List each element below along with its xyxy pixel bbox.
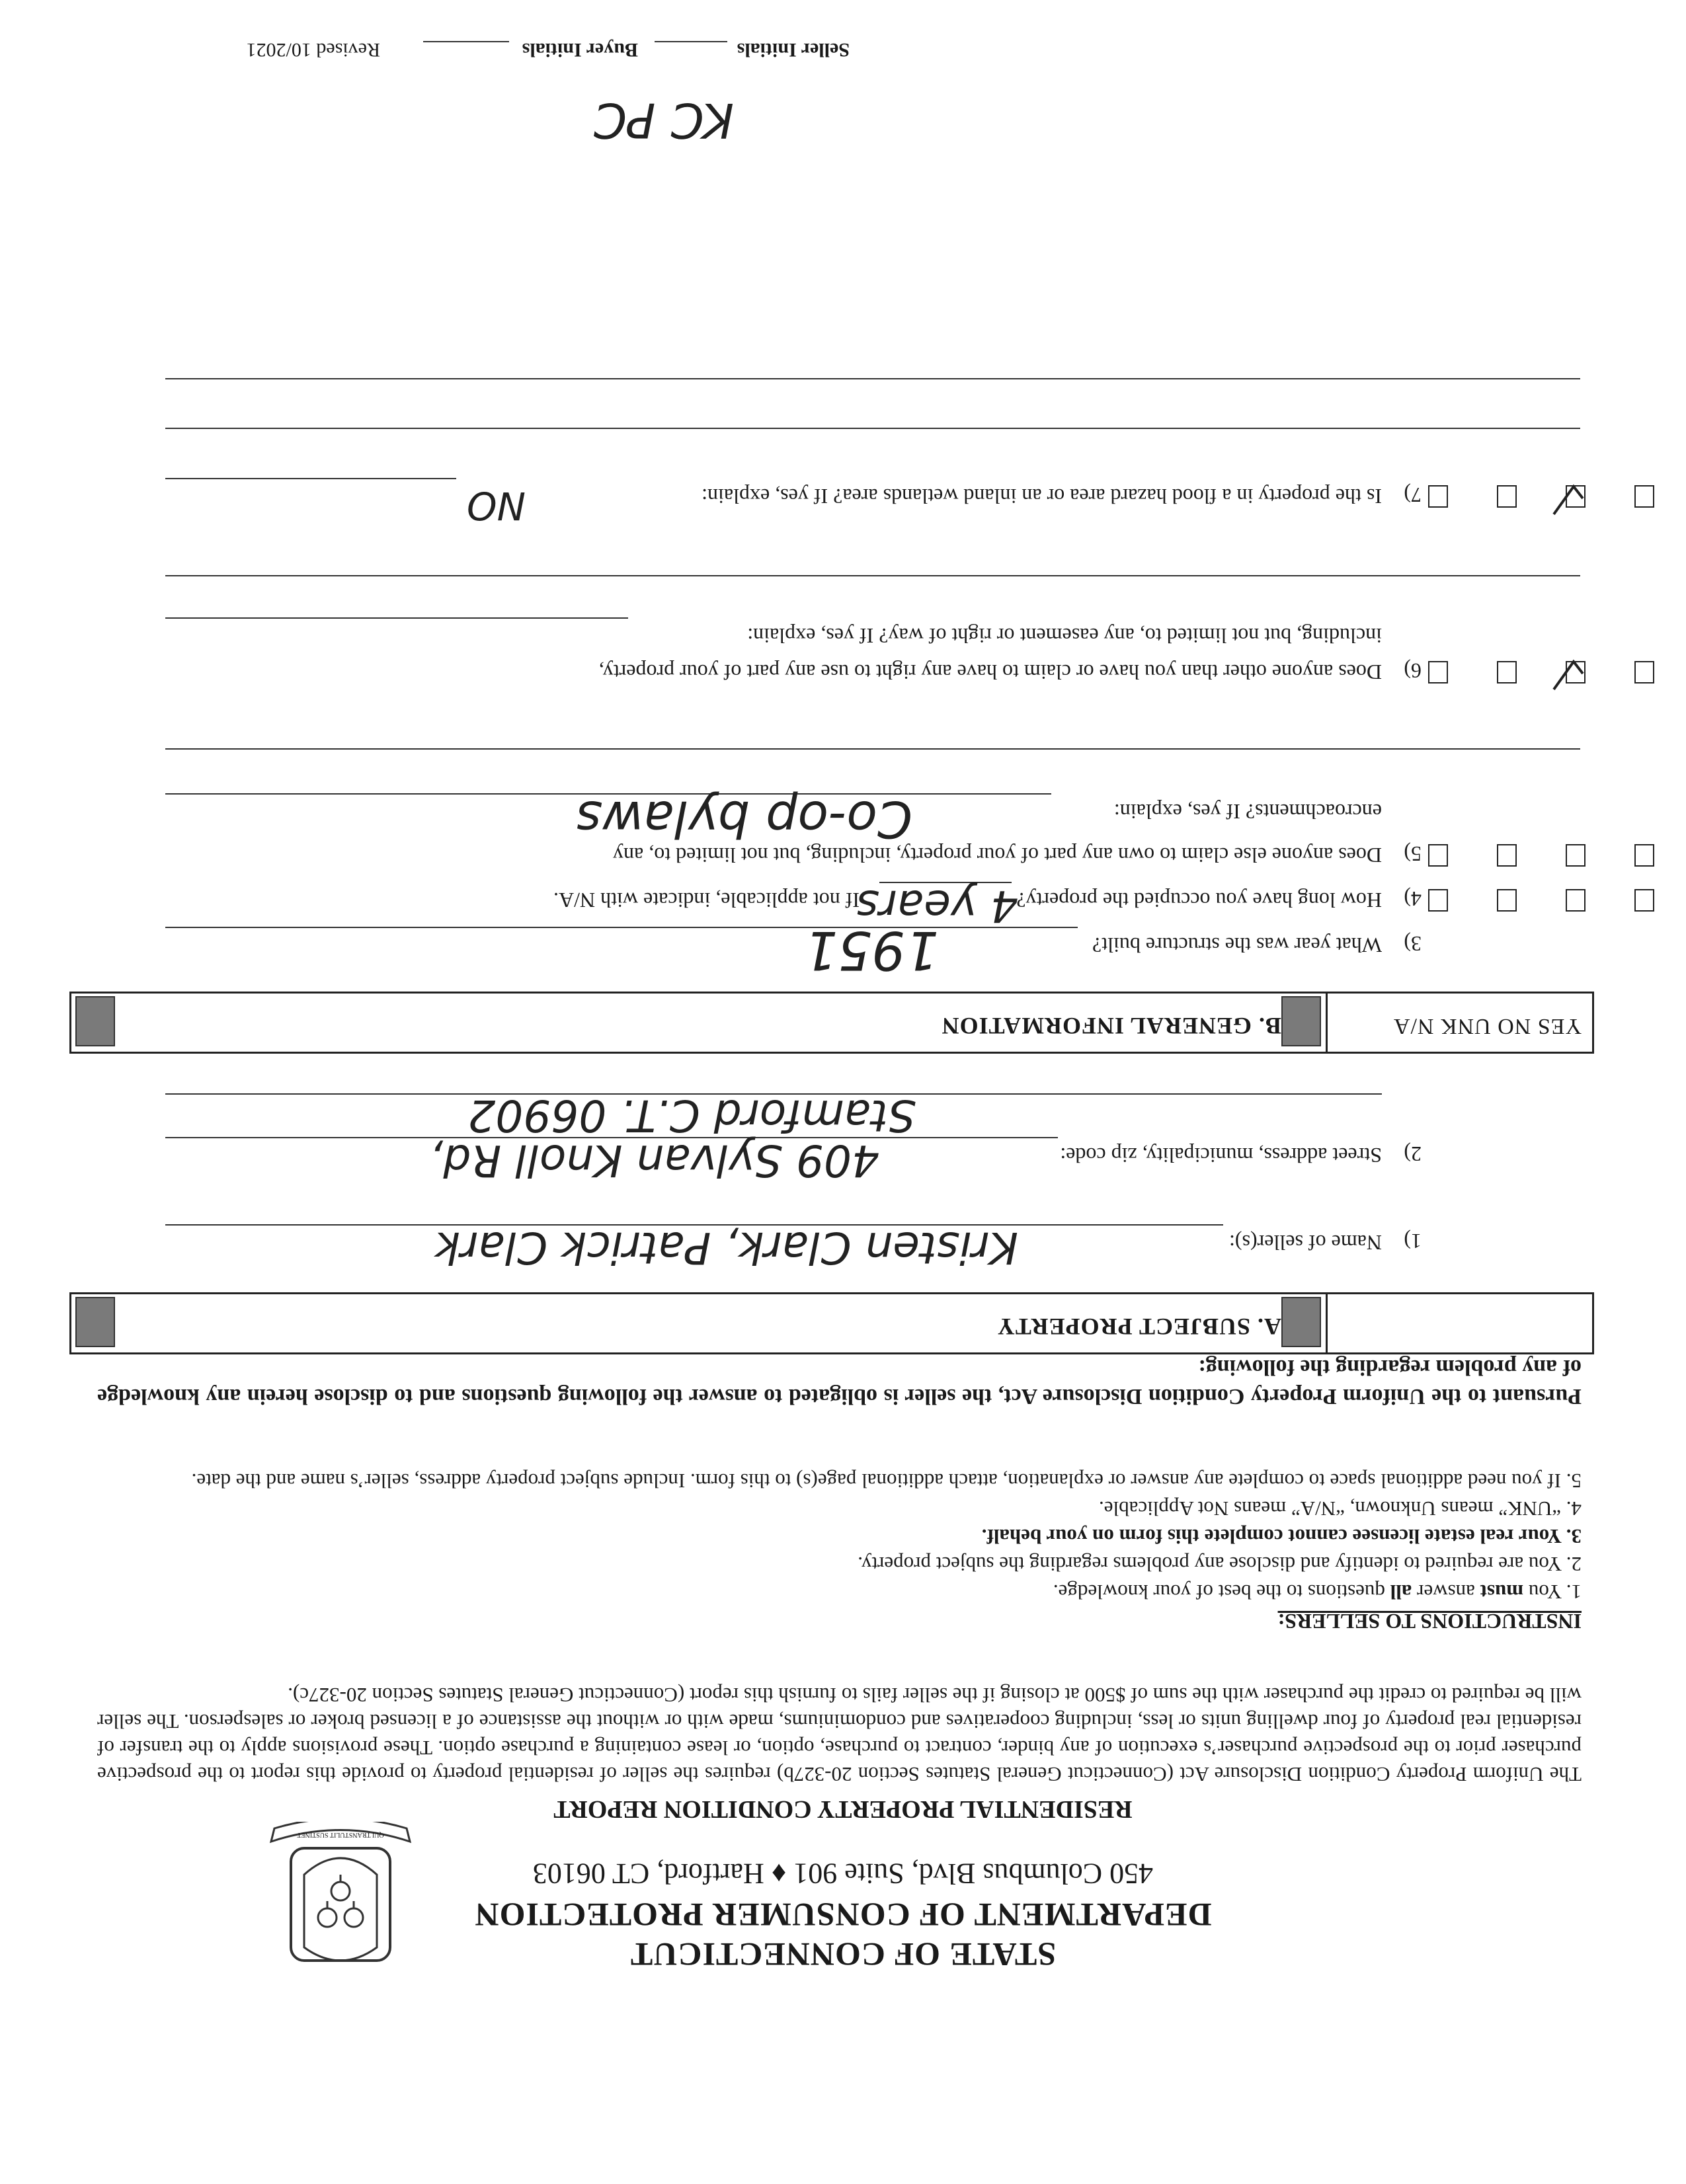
q7-answer-checkboxes[interactable] <box>1428 485 1654 508</box>
seller-initials-line <box>655 41 727 42</box>
q6-yes-checkbox[interactable] <box>1634 661 1654 683</box>
q2-number: 2) <box>1404 1142 1422 1166</box>
q4-yes-checkbox[interactable] <box>1634 889 1654 912</box>
seller-initials-value: KC PC <box>593 93 734 148</box>
q2-answer-line1: 409 Sylvan Knoll Rd, <box>429 1135 879 1186</box>
q7-number: 7) <box>1404 483 1422 507</box>
department-heading: DEPARTMENT OF CONSUMER PROTECTION <box>474 1896 1212 1933</box>
department-address: 450 Columbus Blvd, Suite 901 ♦ Hartford, CT 06103 <box>532 1857 1154 1890</box>
section-b-answer-header <box>1326 994 1592 1052</box>
q6-text-a: Does anyone other than you have or claim to have any right to use any part of your property, <box>598 660 1382 684</box>
q4-unk-checkbox[interactable] <box>1497 889 1517 912</box>
q7-unk-checkbox[interactable] <box>1497 485 1517 508</box>
instruction-item-2: 2. You are required to identify and disclose any problems regarding the subject property. <box>858 1553 1582 1576</box>
q6-na-checkbox[interactable] <box>1428 661 1448 683</box>
report-title: RESIDENTIAL PROPERTY CONDITION REPORT <box>553 1795 1133 1823</box>
answer-column-labels: YES NO UNK N/A <box>1392 1014 1582 1038</box>
section-a-answer-box <box>1326 1294 1592 1352</box>
buyer-initials-line <box>423 41 509 42</box>
q3-text: What year was the structure built? <box>1092 933 1382 957</box>
q7-answer: NO <box>466 483 526 528</box>
q5-number: 5) <box>1404 842 1422 866</box>
q6-no-checkmark-icon <box>1548 654 1588 693</box>
q6-answer-checkboxes[interactable] <box>1428 661 1654 683</box>
q7-answer-line-2 <box>165 428 1580 429</box>
q7-answer-line-3 <box>165 378 1580 379</box>
pursuant-statement: Pursuant to the Uniform Property Condition Disclosure Act, the seller is obligated to answer the following questions and to disclose herein any knowledge of any problem regarding the following: <box>97 1355 1582 1409</box>
q3-number: 3) <box>1404 932 1422 956</box>
q4-text-b: If not applicable, indicate with N/A. <box>553 888 860 912</box>
q4-answer: 4 years <box>856 880 1018 931</box>
q4-number: 4) <box>1404 887 1422 911</box>
q2-answer-line2: Stamford C.T. 06902 <box>467 1090 916 1141</box>
seal-motto: QUI TRANSTULIT SUSTINET <box>297 1831 384 1838</box>
section-a-right-marker <box>75 1297 115 1347</box>
q5-text-b: encroachments? If yes, explain: <box>1113 800 1382 824</box>
q5-answer-line-2 <box>165 748 1580 750</box>
q4-text-a: How long have you occupied the property? <box>1016 888 1382 912</box>
intro-paragraph: The Uniform Property Condition Disclosure Act (Connecticut General Statutes Section 20-327b) requires the seller of residential property to provide this report to the prospective purchaser prior to the prospective purchaser’s execution of any binder, contract to purchase, option, or lease containing a purchase option. These provisions apply to the transfer of residential real property of four dwelling units or less, including cooperatives and condominiums, made with or without the assistance of a licensed broker or salesperson. The seller will be required to credit the purchaser with the sum of $500 at closing if the seller fails to furnish this report (Connecticut General Statutes Section 20-327c). <box>97 1684 1582 1786</box>
section-b-right-marker <box>75 996 115 1046</box>
q5-no-checkbox[interactable] <box>1566 844 1586 867</box>
q7-yes-checkbox[interactable] <box>1634 485 1654 508</box>
q1-label: Name of seller(s): <box>1228 1231 1382 1255</box>
seller-initials-label: Seller Initials <box>737 39 850 61</box>
instruction-item-3: 3. Your real estate licensee cannot complete this form on your behalf. <box>981 1525 1582 1548</box>
q7-answer-line-1 <box>165 478 456 479</box>
q5-answer-checkboxes[interactable] <box>1428 844 1654 867</box>
q7-text: Is the property in a flood hazard area or an inland wetlands area? If yes, explain: <box>702 485 1382 508</box>
q5-na-checkbox[interactable] <box>1428 844 1448 867</box>
section-a-title: A. SUBJECT PROPERTY <box>996 1313 1281 1340</box>
instruction-item-5: 5. If you need additional space to complete any answer or explanation, attach additional page(s) to this form. Include subject property address, seller’s name and the date. <box>191 1469 1582 1493</box>
q6-answer-line-1 <box>165 617 628 619</box>
q6-unk-checkbox[interactable] <box>1497 661 1517 683</box>
q2-label: Street address, municipality, zip code: <box>1060 1144 1382 1167</box>
q4-answer-checkboxes[interactable] <box>1428 889 1654 912</box>
instruction-item-1: 1. You must answer all questions to the best of your knowledge. <box>1053 1580 1582 1604</box>
q6-answer-line-2 <box>165 575 1580 576</box>
q5-unk-checkbox[interactable] <box>1497 844 1517 867</box>
q5-answer: Co-op bylaws <box>576 790 912 849</box>
q7-na-checkbox[interactable] <box>1428 485 1448 508</box>
section-b-left-marker <box>1281 996 1321 1046</box>
section-b-header <box>69 992 1594 1054</box>
q1-answer: Kristen Clark, Patrick Clark <box>435 1222 1018 1273</box>
q1-number: 1) <box>1404 1229 1422 1253</box>
state-heading: STATE OF CONNECTICUT <box>629 1936 1057 1973</box>
revised-date: Revised 10/2021 <box>246 39 380 61</box>
buyer-initials-label: Buyer Initials <box>522 39 638 61</box>
section-b-title: B. GENERAL INFORMATION <box>941 1013 1281 1039</box>
section-a-left-marker <box>1281 1297 1321 1347</box>
q3-answer: 1951 <box>804 919 939 981</box>
instructions-heading: INSTRUCTIONS TO SELLERS: <box>1277 1610 1582 1633</box>
q4-no-checkbox[interactable] <box>1566 889 1586 912</box>
q5-yes-checkbox[interactable] <box>1634 844 1654 867</box>
instruction-item-4: 4. “UNK” means Unknown, “N/A” means Not Applicable. <box>1098 1497 1582 1520</box>
q7-no-checkmark-icon <box>1548 479 1588 518</box>
q6-number: 6) <box>1404 659 1422 683</box>
q6-text-b: including, but not limited to, any easement or right of way? If yes, explain: <box>747 624 1382 648</box>
q5-text-a: Does anyone else claim to own any part of your property, including, but not limited to, any <box>613 843 1382 867</box>
section-a-header <box>69 1292 1594 1354</box>
q4-na-checkbox[interactable] <box>1428 889 1448 912</box>
